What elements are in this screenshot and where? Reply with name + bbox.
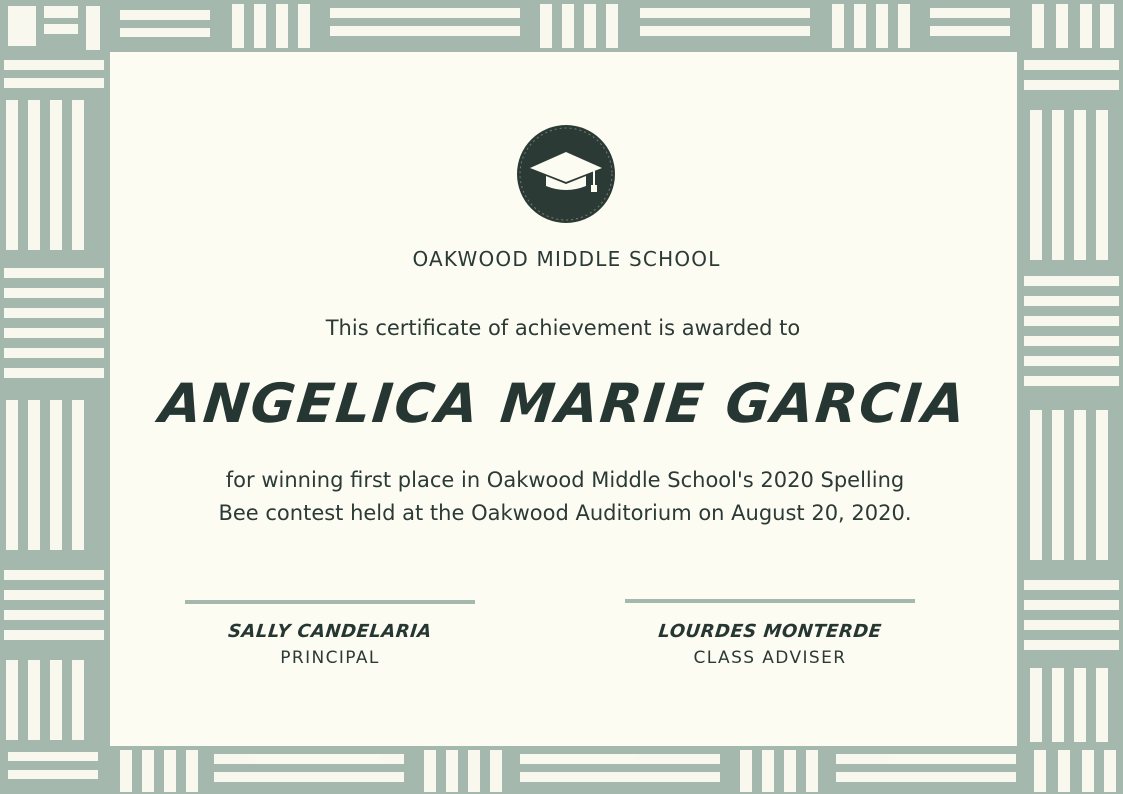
award-reason-line-2: Bee contest held at the Oakwood Auditorium on August 20, 2020.	[218, 501, 912, 525]
award-reason-line-1: for winning first place in Oakwood Middle School's 2020 Spelling	[225, 468, 905, 492]
school-name: OAKWOOD MIDDLE SCHOOL	[412, 247, 721, 271]
signatory-title-adviser: CLASS ADVISER	[693, 648, 847, 668]
signature-line-principal	[185, 600, 475, 604]
recipient-name: ANGELICA MARIE GARCIA	[156, 372, 971, 435]
award-intro-text: This certificate of achievement is awarded to	[325, 316, 801, 340]
award-reason	[205, 464, 925, 530]
signatory-name-principal: SALLY CANDELARIA	[227, 621, 433, 642]
signatory-title-principal: PRINCIPAL	[280, 648, 380, 668]
signatory-name-adviser: LOURDES MONTERDE	[657, 621, 883, 642]
graduation-cap-icon	[516, 124, 616, 224]
signature-line-adviser	[625, 599, 915, 603]
